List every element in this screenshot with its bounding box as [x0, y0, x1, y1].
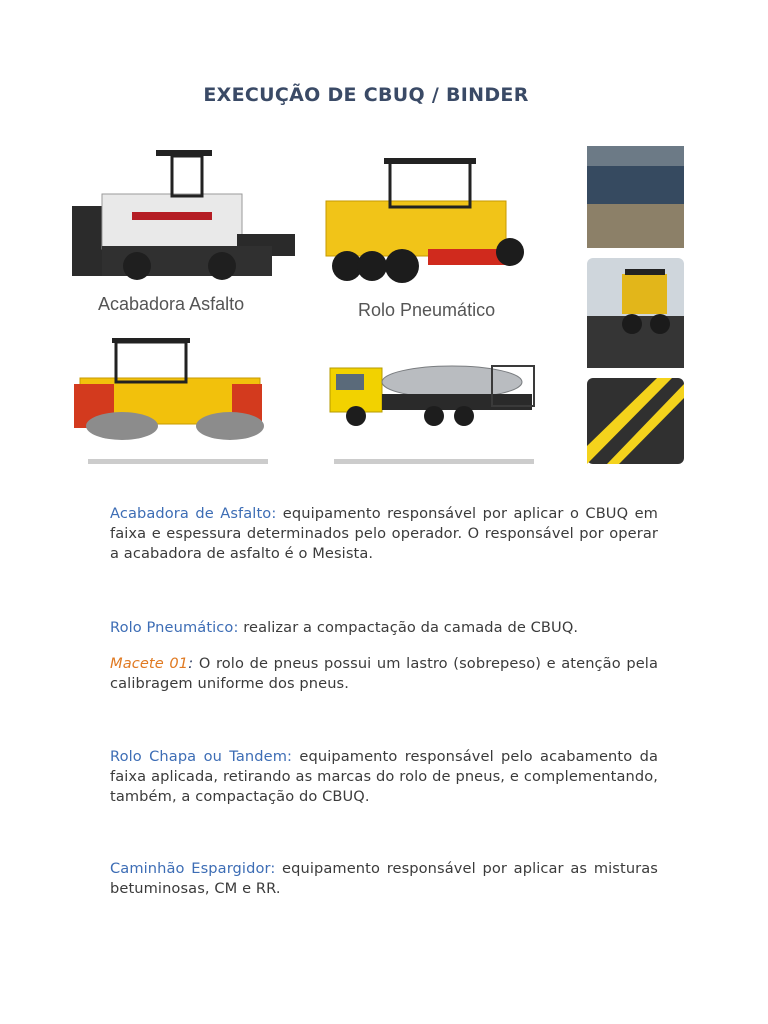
- paragraph-rolo-chapa: [110, 747, 658, 807]
- text-caminhao: equipamento responsável por aplicar as misturas betuminosas, CM e RR.: [110, 860, 659, 897]
- term-caminhao: Caminhão Espargidor:: [110, 860, 276, 877]
- caption-rolo-pneumatico: Rolo Pneumático: [358, 300, 496, 320]
- paver-illustration: [72, 150, 295, 280]
- paragraph-macete: [110, 654, 658, 694]
- paragraph-acabadora: [110, 504, 658, 564]
- text-rolo-pneumatico: realizar a compactação da camada de CBUQ.: [238, 619, 579, 636]
- page-title: EXECUÇÃO DE CBUQ / BINDER: [203, 84, 529, 106]
- text-macete: O rolo de pneus possui um lastro (sobrepeso) e atenção pela calibragem uniforme dos pneus.: [110, 655, 658, 692]
- paragraph-rolo-pneumatico: [110, 618, 658, 638]
- text-rolo-chapa: equipamento responsável pelo acabamento da faixa aplicada, retirando as marcas do rolo de pneus, e complementando, também, a compactação do CBUQ.: [110, 748, 658, 805]
- term-rolo-chapa: Rolo Chapa ou Tandem:: [110, 748, 293, 765]
- road-photo-1: [587, 146, 684, 248]
- distributor-truck-illustration: [330, 366, 534, 426]
- tandem-roller-illustration: [74, 338, 264, 440]
- term-macete: Macete 01: [110, 655, 189, 672]
- caption-acabadora-asfalto: Acabadora Asfalto: [98, 294, 245, 314]
- paragraph-caminhao: [110, 859, 658, 899]
- road-photo-2: [587, 258, 684, 368]
- pneumatic-roller-illustration: [326, 158, 524, 283]
- term-rolo-pneumatico: Rolo Pneumático:: [110, 619, 239, 636]
- road-photo-3: [587, 378, 684, 464]
- text-acabadora: equipamento responsável por aplicar o CBUQ em faixa e espessura determinados pelo operador. O responsável por operar a acabadora de asfalto é o Mesista.: [110, 505, 658, 562]
- equipment-collage: [72, 146, 684, 464]
- term-acabadora: Acabadora de Asfalto:: [110, 505, 277, 522]
- macete-colon: :: [188, 655, 194, 672]
